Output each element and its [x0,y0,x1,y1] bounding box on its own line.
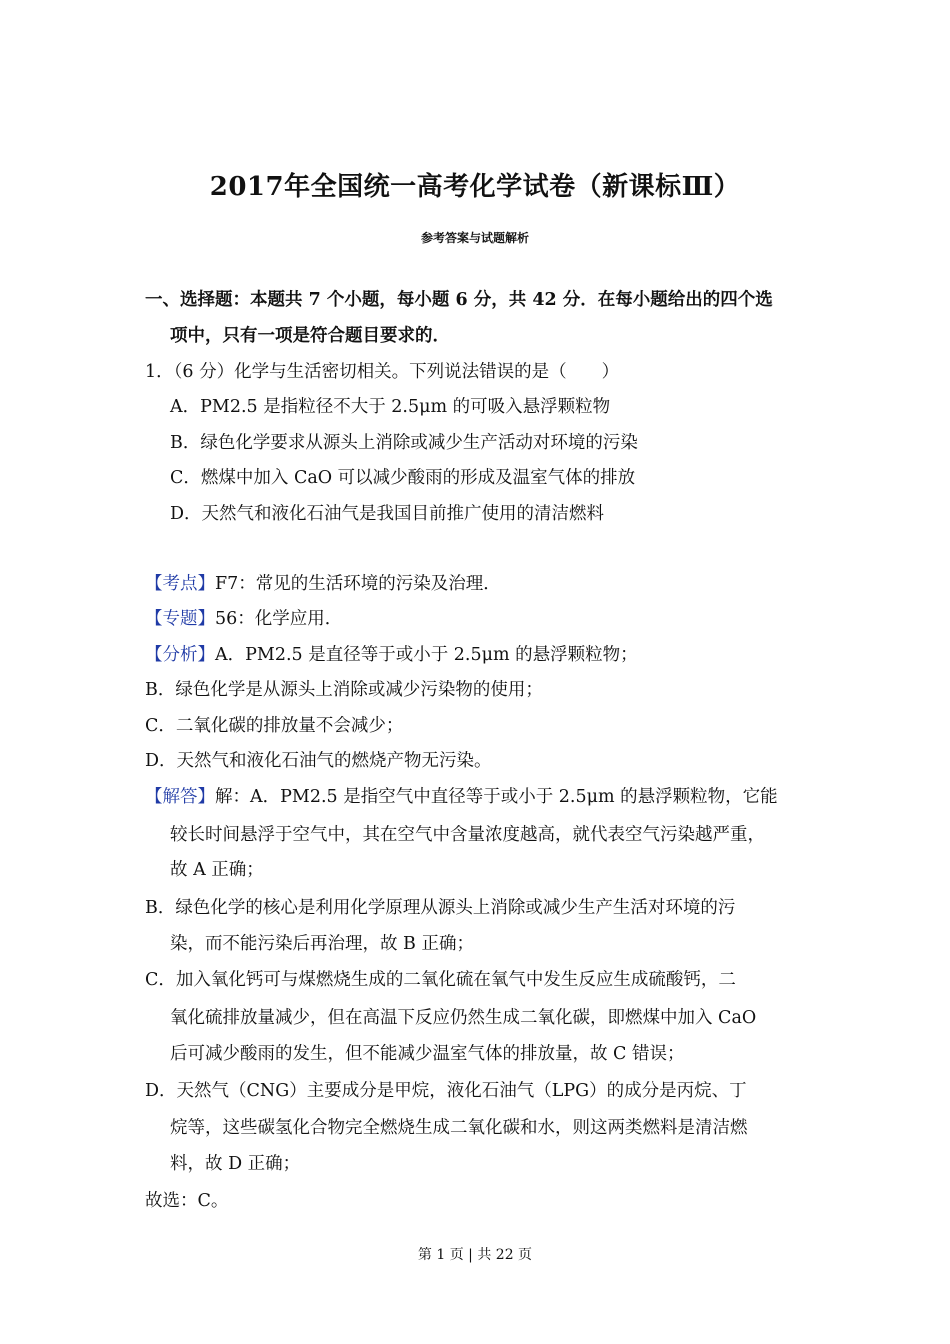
jieda-tag: 【解答】 [145,787,215,807]
fenxi-line-d: D．天然气和液化石油气的燃烧产物无污染。 [145,751,492,771]
kaodian-tag: 【考点】 [145,574,215,594]
jieda-line: 染，而不能污染后再治理，故 B 正确； [170,934,474,954]
option-c: C．燃煤中加入 CaO 可以减少酸雨的形成及温室气体的排放 [170,468,636,488]
jieda-line: D．天然气（CNG）主要成分是甲烷，液化石油气（LPG）的成分是丙烷、丁 [145,1081,747,1101]
jieda-line: 烷等，这些碳氢化合物完全燃烧生成二氧化碳和水，则这两类燃料是清洁燃 [170,1118,748,1138]
answer-line: 故选：C。 [145,1191,229,1211]
jieda-line: 料，故 D 正确； [170,1154,301,1174]
jieda-line: C．加入氧化钙可与煤燃烧生成的二氧化硫在氧气中发生反应生成硫酸钙，二 [145,970,736,990]
jieda-line: 较长时间悬浮于空气中，其在空气中含量浓度越高，就代表空气污染越严重， [170,825,765,845]
option-d: D．天然气和液化石油气是我国目前推广使用的清洁燃料 [170,504,605,524]
fenxi-line-c: C．二氧化碳的排放量不会减少； [145,716,404,736]
jieda-line: 后可减少酸雨的发生，但不能减少温室气体的排放量，故 C 错误； [170,1044,685,1064]
kaodian-row [145,571,501,597]
option-b: B．绿色化学要求从源头上消除或减少生产活动对环境的污染 [170,433,638,453]
fenxi-row [145,642,638,668]
jieda-line: 氧化硫排放量减少，但在高温下反应仍然生成二氧化碳，即燃煤中加入 CaO [170,1008,757,1028]
page-subtitle: 参考答案与试题解析 [420,231,529,245]
page-footer: 第 1 页 | 共 22 页 [417,1247,533,1263]
jieda-row [145,784,778,810]
jieda-line: 故 A 正确； [170,860,264,880]
fenxi-text: A．PM2.5 是直径等于或小于 2.5μm 的悬浮颗粒物； [215,645,638,665]
zhuanti-text: 56：化学应用． [215,609,343,629]
section-heading-line-1: 一、选择题：本题共 7 个小题，每小题 6 分，共 42 分．在每小题给出的四个选 [145,290,773,310]
zhuanti-tag: 【专题】 [145,609,215,629]
jieda-text: 解：A．PM2.5 是指空气中直径等于或小于 2.5μm 的悬浮颗粒物，它能 [215,787,778,807]
zhuanti-row [145,606,342,632]
kaodian-text: F7：常见的生活环境的污染及治理． [215,574,501,594]
fenxi-tag: 【分析】 [145,645,215,665]
fenxi-line-b: B．绿色化学是从源头上消除或减少污染物的使用； [145,680,543,700]
jieda-line: B．绿色化学的核心是利用化学原理从源头上消除或减少生产生活对环境的污 [145,898,736,918]
question-stem: 1．（6 分）化学与生活密切相关。下列说法错误的是（ ） [145,362,620,382]
page-title: 2017年全国统一高考化学试卷（新课标Ⅲ） [209,172,741,202]
option-a: A．PM2.5 是指粒径不大于 2.5μm 的可吸入悬浮颗粒物 [170,397,611,417]
section-heading-line-2: 项中，只有一项是符合题目要求的． [170,326,450,346]
